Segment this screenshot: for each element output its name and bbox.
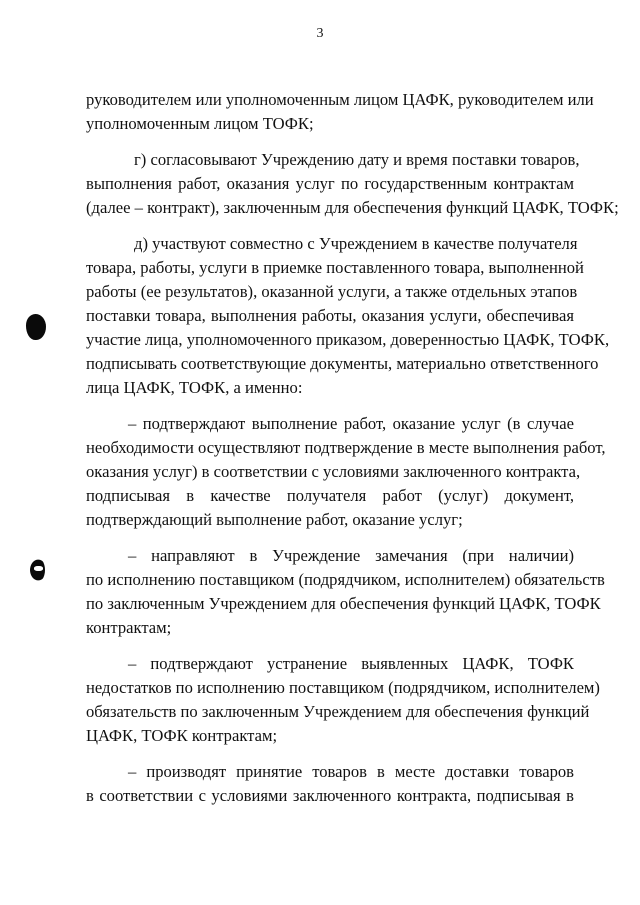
- text-line: необходимости осуществляют подтверждение в месте выполнения работ,: [86, 438, 606, 457]
- punch-hole-mark: [26, 314, 46, 340]
- text-line: работы (ее результатов), оказанной услуги, а также отдельных этапов: [86, 282, 578, 301]
- text-line: по исполнению поставщиком (подрядчиком, исполнителем) обязательств: [86, 570, 605, 589]
- text-line: в соответствии с условиями заключенного контракта, подписывая в: [86, 786, 574, 805]
- text-line: – направляют в Учреждение замечания (при наличии): [128, 546, 574, 565]
- text-line: товара, работы, услуги в приемке поставленного товара, выполненной: [86, 258, 584, 277]
- text-line: г) согласовывают Учреждению дату и время поставки товаров,: [134, 150, 580, 169]
- text-line: ЦАФК, ТОФК контрактам;: [86, 726, 278, 745]
- text-line: – производят принятие товаров в месте доставки товаров: [128, 762, 574, 781]
- text-line: оказания услуг) в соответствии с условиями заключенного контракта,: [86, 462, 581, 481]
- text-line: по заключенным Учреждением для обеспечения функций ЦАФК, ТОФК: [86, 594, 601, 613]
- text-line: – подтверждают устранение выявленных ЦАФК, ТОФК: [128, 654, 574, 673]
- text-line: участие лица, уполномоченного приказом, доверенностью ЦАФК, ТОФК,: [86, 330, 610, 349]
- text-line: контрактам;: [86, 618, 172, 637]
- text-line: лица ЦАФК, ТОФК, а именно:: [86, 378, 303, 397]
- text-line: обязательств по заключенным Учреждением для обеспечения функций: [86, 702, 590, 721]
- text-line: – подтверждают выполнение работ, оказание услуг (в случае: [128, 414, 574, 433]
- text-line: выполнения работ, оказания услуг по государственным контрактам: [86, 174, 574, 193]
- text-line: подписывать соответствующие документы, материально ответственного: [86, 354, 599, 373]
- text-line: руководителем или уполномоченным лицом ЦАФК, руководителем или: [86, 90, 594, 109]
- punch-hole-mark: [28, 557, 45, 583]
- text-line: подтверждающий выполнение работ, оказание услуг;: [86, 510, 463, 529]
- text-line: недостатков по исполнению поставщиком (подрядчиком, исполнителем): [86, 678, 600, 697]
- text-line: (далее – контракт), заключенным для обеспечения функций ЦАФК, ТОФК;: [86, 198, 619, 217]
- text-line: д) участвуют совместно с Учреждением в качестве получателя: [134, 234, 578, 253]
- text-line: подписывая в качестве получателя работ (услуг) документ,: [86, 486, 574, 505]
- page-number: 3: [316, 26, 324, 41]
- text-line: поставки товара, выполнения работы, оказания услуги, обеспечивая: [86, 306, 574, 325]
- text-line: уполномоченным лицом ТОФК;: [86, 114, 314, 133]
